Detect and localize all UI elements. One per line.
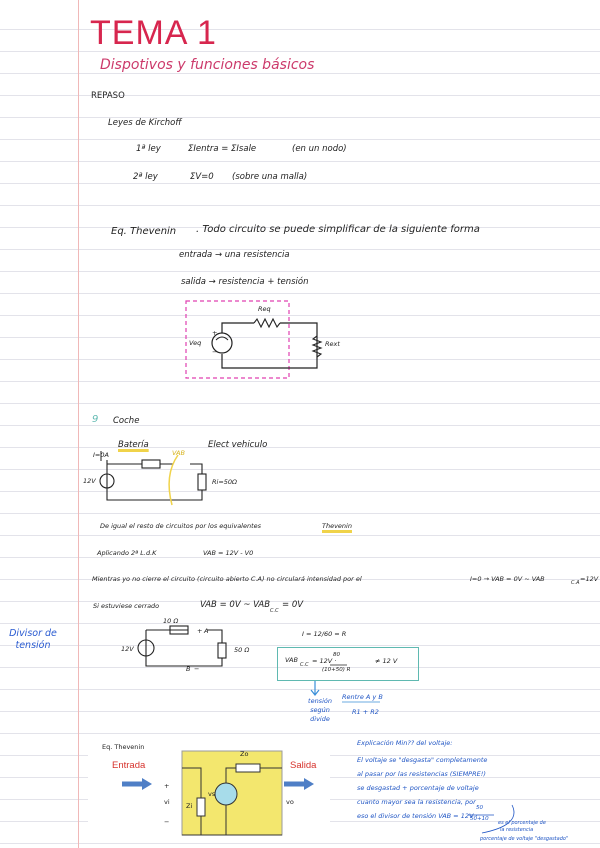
figure-vo-label: vo <box>286 798 294 806</box>
divisor-r10-label: 10 Ω <box>163 617 179 625</box>
figure-zi <box>197 798 205 816</box>
rext-label: Rext <box>325 340 340 348</box>
coche-bateria: Batería <box>118 440 149 450</box>
rentre-label: Rentre A y B <box>342 693 383 701</box>
coche-bullet: 9 <box>92 414 99 425</box>
vab-formula-box <box>277 647 419 681</box>
coche-line3b: I=0 → VAB = 0V ~ VAB <box>470 575 545 583</box>
car-divider-line <box>169 455 178 505</box>
car-battery-resistor <box>142 460 160 468</box>
divisor-12v: 12V <box>121 645 134 653</box>
notes-l2: al pasar por las resistencias (SIEMPRE!) <box>357 770 486 778</box>
coche-line2a: Aplicando 2ª L.d.K <box>97 549 157 557</box>
vab-cc-sub: C.C <box>300 662 309 668</box>
ley1-equation: ΣIentra = ΣIsale <box>188 144 257 154</box>
notes-l5: eso el divisor de tensión VAB = 12V · <box>357 812 478 820</box>
divisor-r50-label: 50 Ω <box>234 646 250 654</box>
page-title: TEMA 1 <box>90 14 217 52</box>
figure-caption: Eq. Thevenin <box>102 743 145 751</box>
figure-vi-minus: − <box>164 818 170 826</box>
tension-note: tensión según divide <box>308 697 332 723</box>
coche-line2b: VAB = 12V - V0 <box>203 549 254 557</box>
req-label: Req <box>258 305 271 313</box>
coche-line4c: C.C <box>270 608 279 614</box>
divisor-a: A <box>204 627 209 635</box>
ley2-equation: ΣV=0 <box>190 172 214 182</box>
figure-zo <box>236 764 260 772</box>
ley1-note: (en un nodo) <box>292 144 347 154</box>
notes-frac-num: 50 <box>476 805 483 811</box>
divisor-r50 <box>218 643 226 658</box>
figure-source <box>215 783 237 805</box>
thevenin-line1: entrada → una resistencia <box>179 250 290 260</box>
coche-i-label: I=0A <box>93 451 109 459</box>
thevenin-wire <box>222 323 317 368</box>
coche-line1: De igual el resto de circuitos por los equivalentes <box>100 522 262 530</box>
coche-12v: 12V <box>83 477 96 485</box>
vab-frac-den: (10+50) R <box>322 667 351 673</box>
thevenin-line2: salida → resistencia + tensión <box>181 277 309 287</box>
divisor-i-expr: I = 12/60 = R <box>302 630 347 638</box>
coche-line3: Mientras yo no cierre el circuito (circuito abierto C.A) no circulará intensidad por el <box>92 575 362 583</box>
vab-cc-label: VAB <box>285 656 298 664</box>
divisor-wire <box>146 630 222 666</box>
notes-title: Explicación Min?? del voltaje: <box>357 739 453 747</box>
thevenin-title: Eq. Thevenin <box>111 226 177 237</box>
ley2-note: (sobre una malla) <box>232 172 308 182</box>
car-ri-resistor <box>198 474 206 490</box>
coche-line3d: =12V <box>580 575 599 583</box>
coche-line4d: = 0V <box>282 600 304 610</box>
divisor-side-note: Divisor de tensión <box>9 628 57 651</box>
figure-vi-label: vi <box>164 798 170 806</box>
salida-arrow-head <box>304 778 314 790</box>
coche-title: Coche <box>113 416 140 426</box>
veq-minus: − <box>212 348 218 356</box>
divisor-b: B <box>186 665 191 673</box>
coche-line1-thevenin: Thevenin <box>322 522 352 530</box>
veq-plus: + <box>212 329 218 337</box>
thevenin-text: . Todo circuito se puede simplificar de la siguiente forma <box>196 224 480 235</box>
vab-eq1: = 12V · <box>312 657 337 665</box>
repaso-heading: REPASO <box>91 91 125 101</box>
notes-l3: se desgastad + porcentaje de voltaje <box>357 784 479 792</box>
coche-ri: Ri=50Ω <box>212 478 238 486</box>
entrada-arrow-head <box>142 778 152 790</box>
notes-l4: cuanto mayor sea la resistencia, por <box>357 798 476 806</box>
vab-eq2: ≠ 12 V <box>375 657 398 665</box>
coche-line3c: C.A <box>571 580 580 586</box>
figure-salida: Salida <box>290 760 317 771</box>
page-subtitle: Dispotivos y funciones básicos <box>100 57 315 73</box>
figure-zi-label: Zi <box>186 802 193 810</box>
source-wave <box>216 337 228 340</box>
figure-zo-label: Zo <box>240 750 249 758</box>
coche-elect: Elect vehiculo <box>208 440 268 450</box>
ley1-label: 1ª ley <box>136 144 161 154</box>
coche-line4a: Si estuviese cerrado <box>93 602 160 610</box>
figure-entrada: Entrada <box>112 760 146 771</box>
req-resistor <box>254 319 280 327</box>
notes-l1: El voltaje se "desgasta" completamente <box>357 756 488 764</box>
thevenin-dashed-box <box>186 301 289 378</box>
notes-frac-den: 50+10 <box>470 816 489 822</box>
divisor-minus: − <box>194 665 200 673</box>
thevenin-figure <box>88 738 330 842</box>
car-circuit-wire <box>107 460 202 500</box>
vab-frac-num: 80 <box>333 652 340 658</box>
figure-vi-plus: + <box>164 782 170 790</box>
ley2-label: 2ª ley <box>133 172 158 182</box>
figure-vs-label: vs <box>208 790 216 798</box>
notes-l8: porcentaje de voltaje "desgastado" <box>480 836 569 842</box>
coche-line4b: VAB = 0V ~ VAB <box>200 600 271 610</box>
kirchhoff-title: Leyes de Kirchoff <box>108 118 182 128</box>
coche-vab-label: VAB <box>172 449 185 457</box>
divisor-plus: + <box>197 627 203 635</box>
veq-label: Veq <box>189 339 202 347</box>
notes-l6: es el porcentaje de <box>498 820 546 826</box>
notes-l7: la resistencia <box>500 827 534 833</box>
rsum-label: R1 + R2 <box>352 708 379 716</box>
